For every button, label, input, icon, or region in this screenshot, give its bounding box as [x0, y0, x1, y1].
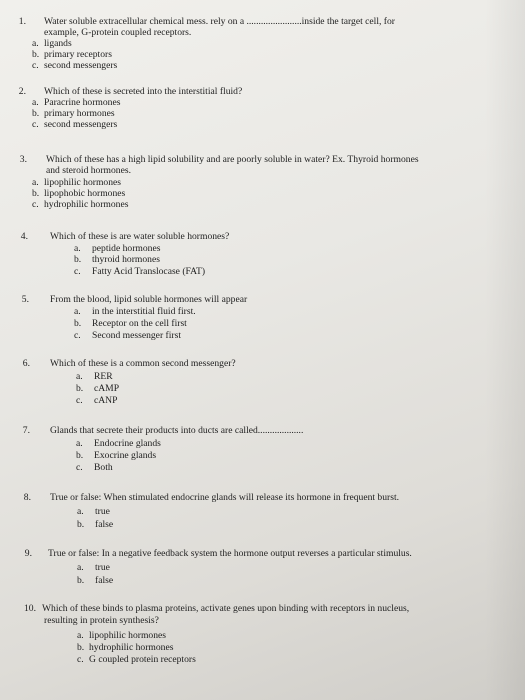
question-text-continued: and steroid hormones. [46, 165, 131, 176]
option-b: b. thyroid hormones [74, 254, 160, 265]
question-number: 9. [24, 548, 32, 559]
option-a: a. ligands [32, 38, 72, 49]
option-c: c. cANP [76, 395, 118, 406]
question-text: Which of these is secreted into the interstitial fluid? [44, 86, 243, 97]
option-a: a. Endocrine glands [76, 438, 161, 449]
question-number: 8. [23, 492, 31, 503]
option-c: c. second messengers [32, 60, 118, 71]
option-a: a. peptide hormones [74, 243, 161, 254]
option-b: b. false [77, 519, 114, 530]
question-text: Which of these is a common second messenger? [50, 358, 236, 369]
question-text-continued: resulting in protein synthesis? [44, 615, 159, 626]
question-number: 7. [22, 425, 30, 436]
question-number: 6. [22, 358, 30, 369]
question-number: 4. [20, 231, 28, 242]
option-a: a. true [77, 506, 110, 517]
option-b: b. false [77, 575, 114, 586]
option-a: a. lipophilic hormones [32, 177, 122, 188]
option-a: a. true [77, 562, 110, 573]
question-text: Glands that secrete their products into ducts are called................... [50, 425, 304, 436]
option-a: a. lipophilic hormones [77, 630, 167, 641]
question-text-continued: example, G-protein coupled receptors. [44, 27, 192, 38]
paper-shadow [485, 0, 525, 700]
option-c: c. second messengers [32, 119, 118, 130]
option-c: c. hydrophilic hormones [32, 199, 129, 210]
question-number: 1. [18, 16, 26, 27]
option-b: b. cAMP [76, 383, 120, 394]
question-text: From the blood, lipid soluble hormones will appear [50, 294, 248, 305]
option-a: a. Paracrine hormones [32, 97, 121, 108]
option-c: c. Fatty Acid Translocase (FAT) [74, 266, 206, 277]
option-b: b. primary hormones [32, 108, 115, 119]
question-text: Which of these binds to plasma proteins, activate genes upon binding with receptors in nucleus, [42, 603, 410, 614]
option-b: b. hydrophilic hormones [77, 642, 174, 653]
option-a: a. in the interstitial fluid first. [74, 306, 196, 317]
question-number: 3. [19, 154, 27, 165]
question-text: True or false: In a negative feedback system the hormone output reverses a particular stimulus. [48, 548, 412, 559]
question-text: Which of these is are water soluble hormones? [50, 231, 230, 242]
question-number: 2. [18, 86, 26, 97]
option-c: c. Second messenger first [74, 330, 181, 341]
option-c: c. G coupled protein receptors [77, 654, 196, 665]
option-c: c. Both [76, 462, 113, 473]
option-b: b. Receptor on the cell first [74, 318, 187, 329]
option-b: b. primary receptors [32, 49, 112, 60]
question-text: Which of these has a high lipid solubility and are poorly soluble in water? Ex. Thyroid hormones [46, 154, 419, 165]
question-text: True or false: When stimulated endocrine glands will release its hormone in frequent burst. [50, 492, 400, 503]
option-a: a. RER [76, 371, 113, 382]
option-b: b. lipophobic hormones [32, 188, 126, 199]
option-b: b. Exocrine glands [76, 450, 157, 461]
question-number: 5. [21, 294, 29, 305]
question-number: 10. [24, 603, 36, 614]
question-text: Water soluble extracellular chemical mess. rely on a .......................inside the target cell, for [44, 16, 395, 27]
